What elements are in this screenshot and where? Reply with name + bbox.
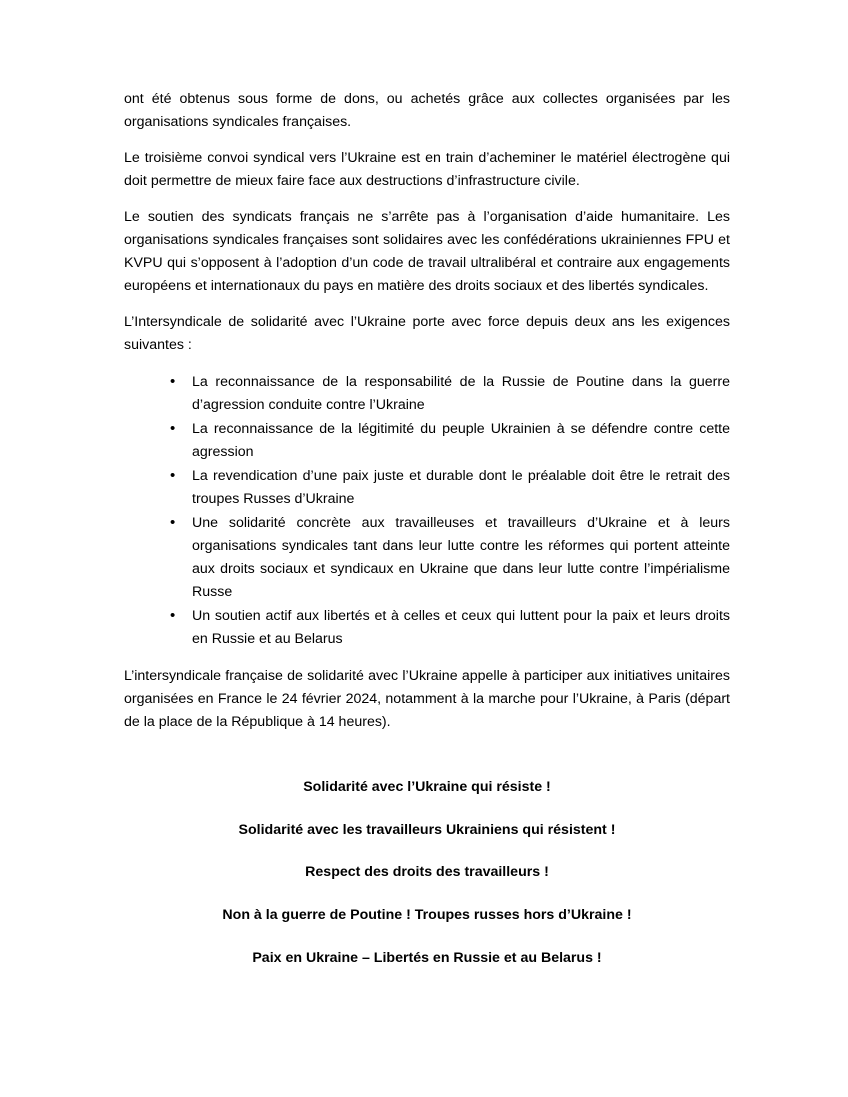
paragraph-continuation: ont été obtenus sous forme de dons, ou achetés grâce aux collectes organisées par les organisations syndicales françaises. — [124, 91, 730, 130]
slogan-line: Respect des droits des travailleurs ! — [305, 864, 549, 881]
paragraph-call-to-action: L’intersyndicale française de solidarité avec l’Ukraine appelle à participer aux initiatives unitaires organisées en France le 24 février 2024, notamment à la marche pour l’Ukraine, à Paris (départ de la place de la République à 14 heures). — [124, 668, 730, 730]
paragraph-convoy: Le troisième convoi syndical vers l’Ukraine est en train d’acheminer le matériel électrogène qui doit permettre de mieux faire face aux destructions d’infrastructure civile. — [124, 150, 730, 189]
slogan-line: Solidarité avec l’Ukraine qui résiste ! — [303, 779, 551, 795]
paragraph-demands-intro: L’Intersyndicale de solidarité avec l’Ukraine porte avec force depuis deux ans les exigences suivantes : — [124, 314, 730, 353]
slogan-line: Solidarité avec les travailleurs Ukrainiens qui résistent ! — [238, 821, 616, 838]
slogan-line: Paix en Ukraine – Libertés en Russie et au Belarus ! — [252, 949, 602, 966]
list-item: • La reconnaissance de la responsabilité de la Russie de Poutine dans la guerre d’agression conduite contre l’Ukraine — [170, 371, 730, 417]
demands-list — [124, 371, 730, 651]
list-item: • Un soutien actif aux libertés et à celles et ceux qui luttent pour la paix et leurs droits en Russie et au Belarus — [170, 605, 730, 651]
paragraph-support: Le soutien des syndicats français ne s’arrête pas à l’organisation d’aide humanitaire. Les organisations syndicales françaises sont solidaires avec les confédérations ukrainiennes FPU et KVPU qui s’opposent à l’adoption d’un code de travail ultralibéral et contraire aux engagements européens et internationaux du pays en matière des droits sociaux et des libertés syndicales. — [124, 209, 730, 294]
document-body — [124, 88, 730, 970]
slogan-line: Non à la guerre de Poutine ! Troupes russes hors d’Ukraine ! — [222, 907, 632, 924]
list-item: • La revendication d’une paix juste et durable dont le préalable doit être le retrait des troupes Russes d’Ukraine — [170, 465, 730, 511]
list-item: • La reconnaissance de la légitimité du peuple Ukrainien à se défendre contre cette agression — [170, 418, 730, 464]
list-item: • Une solidarité concrète aux travailleuses et travailleurs d’Ukraine et à leurs organisations syndicales tant dans leur lutte contre les réformes qui portent atteinte aux droits sociaux et syndicaux en Ukraine que dans leur lutte contre l’impérialisme Russe — [170, 512, 730, 604]
slogans-block — [124, 776, 730, 970]
